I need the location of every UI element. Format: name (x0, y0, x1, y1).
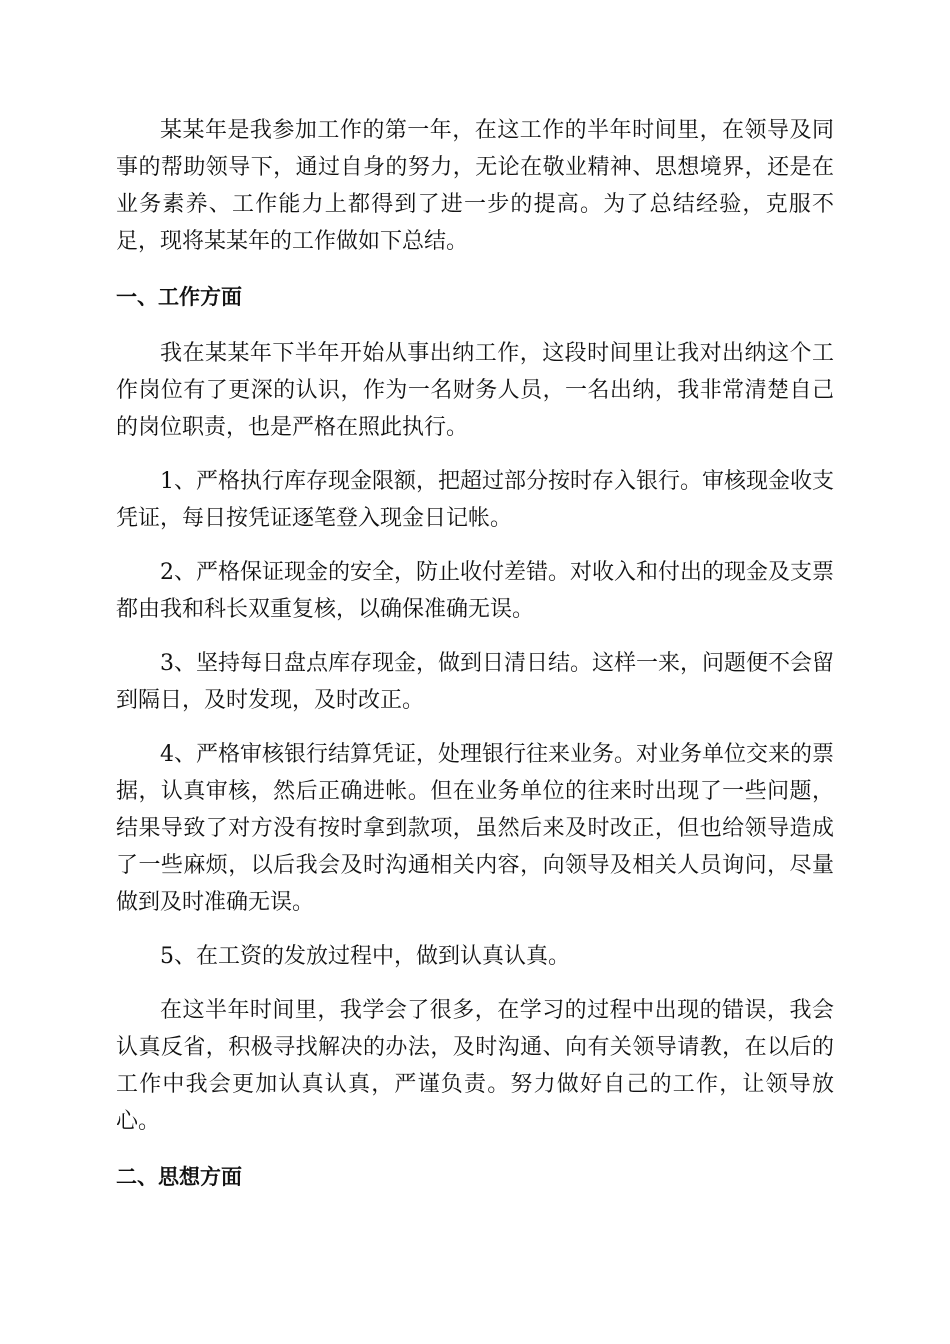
intro-paragraph: 某某年是我参加工作的第一年，在这工作的半年时间里，在领导及同事的帮助领导下，通过自身的努力，无论在敬业精神、思想境界，还是在业务素养、工作能力上都得到了进一步的提高。为了总结经验，克服不足，现将某某年的工作做如下总结。 (116, 118, 834, 254)
list-item: 2、严格保证现金的安全，防止收付差错。对收入和付出的现金及支票都由我和科长双重复核，以确保准确无误。 (116, 560, 834, 622)
list-item: 4、严格审核银行结算凭证，处理银行往来业务。对业务单位交来的票据，认真审核，然后正确进帐。但在业务单位的往来时出现了一些问题，结果导致了对方没有按时拿到款项，虽然后来及时改正，但也给领导造成了一些麻烦，以后我会及时沟通相关内容，向领导及相关人员询问，尽量做到及时准确无误。 (116, 742, 834, 915)
section-intro-paragraph: 我在某某年下半年开始从事出纳工作，这段时间里让我对出纳这个工作岗位有了更深的认识，作为一名财务人员，一名出纳，我非常清楚自己的岗位职责，也是严格在照此执行。 (116, 341, 834, 440)
section-heading-work: 一、工作方面 (116, 285, 242, 309)
summary-paragraph: 在这半年时间里，我学会了很多，在学习的过程中出现的错误，我会认真反省，积极寻找解决的办法，及时沟通、向有关领导请教，在以后的工作中我会更加认真认真，严谨负责。努力做好自己的工作，让领导放心。 (116, 998, 834, 1134)
section-heading-thought: 二、思想方面 (116, 1165, 242, 1189)
list-item: 1、严格执行库存现金限额，把超过部分按时存入银行。审核现金收支凭证，每日按凭证逐笔登入现金日记帐。 (116, 469, 834, 531)
list-item: 5、在工资的发放过程中，做到认真认真。 (160, 944, 570, 969)
list-item: 3、坚持每日盘点库存现金，做到日清日结。这样一来，问题便不会留到隔日，及时发现，及时改正。 (116, 651, 834, 713)
document-page (116, 112, 834, 1196)
